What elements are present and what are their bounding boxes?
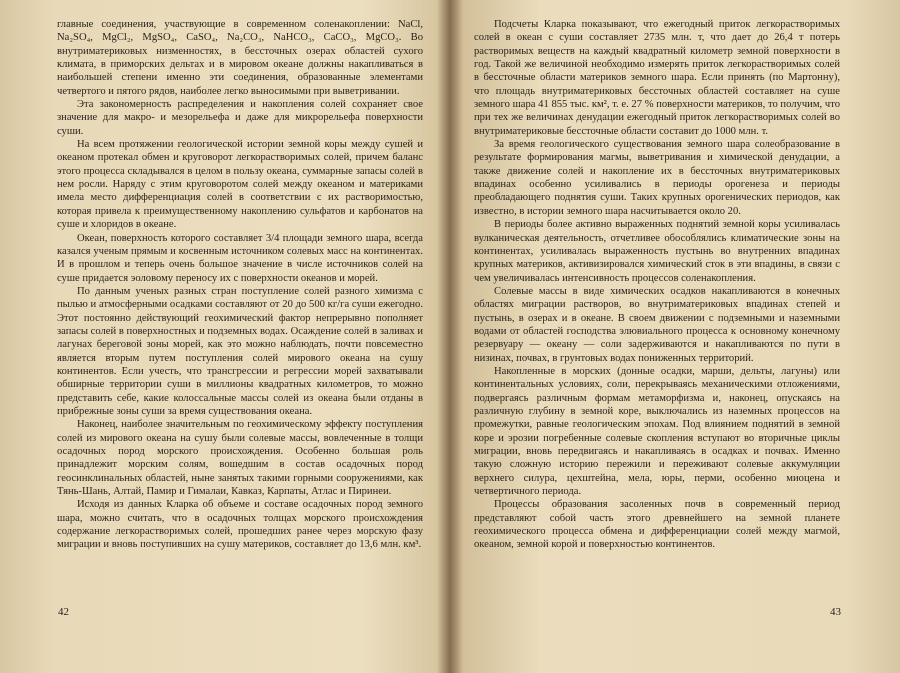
right-paragraph: Процессы образования засоленных почв в современный период представляют собой часть этого древнейшего на земной планете геохимического процесса обмена и дифференциации солей между магмой, океаном, земной корой и поверхностью континентов.: [474, 499, 840, 551]
book-gutter: [438, 0, 462, 673]
left-paragraph: Наконец, наиболее значительным по геохимическому эффекту поступления солей из мирового океана на сушу были солевые массы, вовлеченные в толщи осадочных пород морского происхождения. Особенно большая роль принадлежит морским солям, вошедшим в состав осадочных пород геосинклинальных областей, ныне занятых такими горными сооружениями, как Тянь-Шань, Алтай, Памир и Гималаи, Кавказ, Карпаты, Атлас и Пиринеи.: [57, 419, 423, 498]
right-paragraph: В периоды более активно выраженных поднятий земной коры усиливалась вулканическая деятельность, отчетливее обособлялись климатические зоны на континентах, усиливалась выраженность пустынь во внутренних впадинах крупных материков, активизировался химический сток в эти впадины, в связи с чем увеличивалась интенсивность процессов соленакопления.: [474, 219, 840, 284]
right-paragraph: Подсчеты Кларка показывают, что ежегодный приток легкорастворимых солей в океан с суши составляет 2735 млн. т, что дает до 26,4 т потерь растворимых веществ на каждый квадратный километр земной поверхности в год. Такой же величиной необходимо измерять приток легкорастворимых солей в бессточные области материков земного шара. Если принять (по Мартонну), что площадь внутриматериковых бессточных областей составляет на суше земного шара 41 855 тыс. км², т. е. 27 % поверхности материков, то получим, что при тех же величинах денудации ежегодный приток легкорастворимых солей во внутриматериковые бессточные области составит до 1000 млн. т.: [474, 19, 840, 137]
left-paragraph: главные соединения, участвующие в современном соленакоплении: NaCl, Na₂SO₄, MgCl₂, MgSO₄, CaSO₄, Na₂CO₃, NaHCO₃, CaCO₃, MgCO₃. Во внутриматериковых низменностях, в бессточных озерах областей сухого климата, в приморских дельтах и в мировом океане должны накапливаться в наибольшей степени именно эти соединения, образованные элементами четвертого и пятого рядов, наиболее легко выносимыми при выветривании.: [57, 19, 423, 97]
left-paragraph: Океан, поверхность которого составляет 3/4 площади земного шара, всегда казался ученым прямым и косвенным источником солевых масс на континентах. И в прошлом и теперь очень большое значение в числе источников солей на суше придается эоловому переносу их с поверхности океанов и морей.: [57, 232, 423, 284]
left-paragraph: По данным ученых разных стран поступление солей разного химизма с пылью и атмосферными осадками составляют от 20 до 500 кг/га суши ежегодно. Этот постоянно действующий геохимический фактор непрерывно пополняет запасы солей в поверхностных и подземных водах. Осаждение солей в заливах и лагунах береговой зоны морей, как это можно наблюдать, почти повсеместно является вторым путем поступления солей мирового океана на сушу континентов. Если учесть, что трансгрессии и регрессии морей захватывали обширные территории суши в миллионы квадратных километров, то можно представить себе, какие колоссальные массы солей из океана были отданы в прибрежные зоны суши за время существования океана.: [57, 285, 423, 417]
left-paragraph: Исходя из данных Кларка об объеме и составе осадочных пород земного шара, можно считать, что в осадочных толщах морского происхождения содержание легкорастворимых солей, прошедших ранее через морскую фазу миграции и вновь поступивших на сушу материков, составляет до 13,6 млн. км³.: [57, 499, 423, 551]
right-paragraph: За время геологического существования земного шара солеобразование в результате формирования магмы, выветривания и химической денудации, а также движение солей и накопление их в бессточных внутриматериковых впадинах особенно усиливались в периоды орогенеза и периоды преобладающего поднятия суши. Таких крупных орогенических периодов, как известно, в истории земного шара насчитывается около 20.: [474, 139, 840, 217]
left-page-number: 42: [58, 606, 69, 618]
right-page-number: 43: [830, 606, 841, 618]
left-paragraph: Эта закономерность распределения и накопления солей сохраняет свое значение для макро- и мезорельефа и даже для микрорельефа поверхности суши.: [57, 99, 423, 137]
left-paragraph: На всем протяжении геологической истории земной коры между сушей и океаном протекал обмен и круговорот легкорастворимых солей, причем баланс этого процесса складывался в целом в пользу океана, суммарные запасы солей в нем росли. Наряду с этим круговоротом солей между океаном и материками имела место дифференциация солей в соответствии с их растворимостью, которая привела к преимущественному накоплению сульфатов и карбонатов на суше и хлоридов в океане.: [57, 139, 423, 231]
right-paragraph: Накопленные в морских (донные осадки, марши, дельты, лагуны) или континентальных условиях, соли, перекрываясь механическими отложениями, подвергаясь различным формам метаморфизма и, наконец, опускаясь на различную глубину в земной коре, выключались из наземных процессов на промежутки, равные геологическим эпохам. Под влиянием поднятий в земной коре и эрозии погребенные солевые скопления вступают во вторичные циклы миграции, вновь передвигаясь и накапливаясь в осадках и почвах. Именно такую сложную историю пережили и переживают солевые аккумуляции верхнего силура, цехштейна, мела, юры, перми, особенно миоцена и четвертичного периода.: [474, 365, 840, 498]
left-page-text: [57, 18, 423, 552]
right-paragraph: Солевые массы в виде химических осадков накапливаются в конечных областях миграции растворов, во внутриматериковых впадинах степей и пустынь, в озерах и в океане. В своем движении с подземными и наземными водами от областей господства элювиального процесса к основному конечному резервуару — океану — соли задерживаются и накапливаются по пути в низинах, почвах, в грунтовых водах пониженных территорий.: [474, 285, 840, 364]
right-page-text: [474, 18, 840, 552]
